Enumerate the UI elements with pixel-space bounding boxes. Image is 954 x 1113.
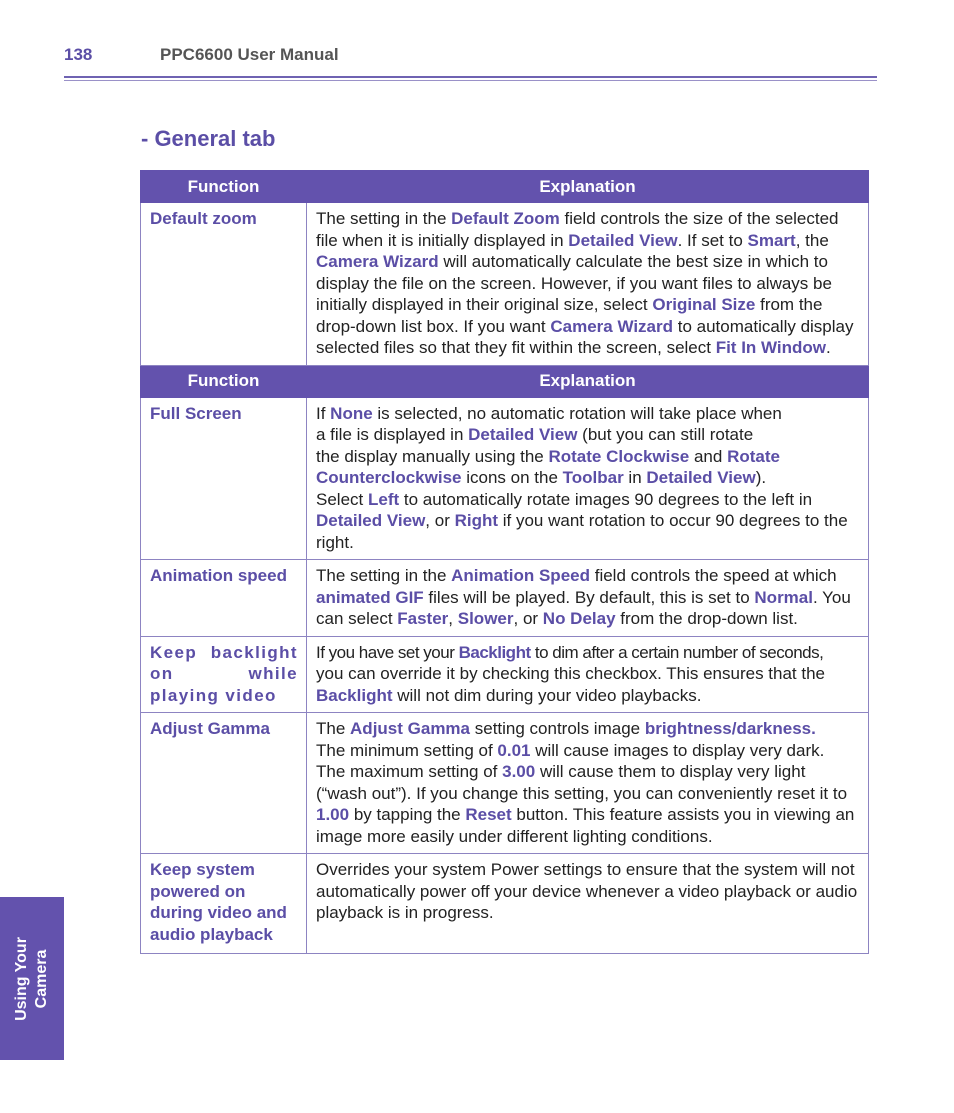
table-header-row (141, 171, 869, 203)
function-cell: Keep system powered on during video and audio playback (141, 854, 307, 954)
explanation-cell: The Adjust Gamma setting controls image brightness/darkness. The minimum setting of 0.01 will cause images to display very dark. The maximum setting of 3.00 will cause them to display very light (“wash out”). If you change this setting, you can conveniently reset it to 1.00 by tapping the Reset button. This feature assists you in viewing an image more easily under different lighting conditions. (307, 713, 869, 854)
table-row (141, 203, 869, 366)
function-cell: Default zoom (141, 203, 307, 366)
table-row (141, 397, 869, 560)
function-header: Function (141, 365, 307, 397)
explanation-cell: The setting in the Animation Speed field controls the speed at which animated GIF files will be played. By default, this is set to Normal. You can select Faster, Slower, or No Delay from the drop-down list. (307, 560, 869, 637)
table-row (141, 560, 869, 637)
header-rule (64, 76, 877, 78)
settings-table (140, 170, 868, 954)
manual-title: PPC6600 User Manual (160, 45, 339, 64)
function-cell: Adjust Gamma (141, 713, 307, 854)
table-row (141, 636, 869, 713)
function-cell: Animation speed (141, 560, 307, 637)
explanation-header: Explanation (307, 365, 869, 397)
header-rule-thin (64, 80, 877, 81)
side-tab-label: Using Your Camera (13, 937, 50, 1021)
explanation-cell: The setting in the Default Zoom field controls the size of the selected file when it is initially displayed in Detailed View. If set to Smart, the Camera Wizard will automatically calculate the best size in which to display the file on the screen. However, if you want files to always be initially displayed in their original size, select Original Size from the drop-down list box. If you want Camera Wizard to automatically display selected files so that they fit within the screen, select Fit In Window. (307, 203, 869, 366)
table-row (141, 854, 869, 954)
function-cell: Keep backlight on while playing video (141, 636, 307, 713)
function-cell: Full Screen (141, 397, 307, 560)
table-header-row (141, 365, 869, 397)
section-title: - General tab (141, 126, 276, 151)
table-row (141, 713, 869, 854)
explanation-cell: If None is selected, no automatic rotation will take place when a file is displayed in Detailed View (but you can still rotate the display manually using the Rotate Clockwise and Rotate Counterclockwise icons on the Toolbar in Detailed View). Select Left to automatically rotate images 90 degrees to the left in Detailed View, or Right if you want rotation to occur 90 degrees to the right. (307, 397, 869, 560)
explanation-header: Explanation (307, 171, 869, 203)
function-header: Function (141, 171, 307, 203)
explanation-cell: If you have set your Backlight to dim after a certain number of seconds, you can override it by checking this checkbox. This ensures that the Backlight will not dim during your video playbacks. (307, 636, 869, 713)
page-number: 138 (64, 45, 93, 64)
explanation-cell: Overrides your system Power settings to ensure that the system will not automatically power off your device whenever a video playback or audio playback is in progress. (307, 854, 869, 954)
chapter-side-tab (0, 897, 64, 1060)
